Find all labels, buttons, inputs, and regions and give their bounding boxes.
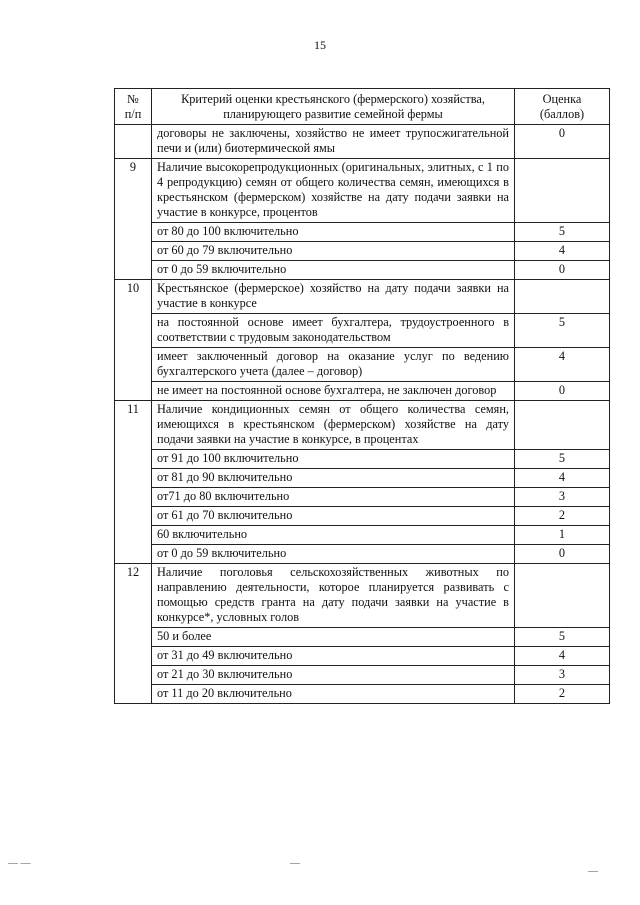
score-value: 5 [515, 450, 610, 469]
criterion-text: договоры не заключены, хозяйство не имеет трупосжигательной печи и (или) биотермической ямы [152, 125, 515, 159]
table-row [115, 666, 610, 685]
table-row [115, 348, 610, 382]
score-value: 3 [515, 488, 610, 507]
table-row [115, 401, 610, 450]
header-num: № п/п [115, 89, 152, 125]
criterion-text: Крестьянское (фермерское) хозяйство на дату подачи заявки на участие в конкурсе [152, 280, 515, 314]
table-row [115, 564, 610, 628]
criterion-text: 50 и более [152, 628, 515, 647]
table-row [115, 261, 610, 280]
score-value: 0 [515, 261, 610, 280]
score-value: 2 [515, 685, 610, 704]
table-row [115, 507, 610, 526]
criterion-text: от 21 до 30 включительно [152, 666, 515, 685]
score-value: 4 [515, 348, 610, 382]
score-value: 0 [515, 125, 610, 159]
score-value: 0 [515, 545, 610, 564]
table-body [115, 125, 610, 704]
table-row [115, 280, 610, 314]
score-value: 2 [515, 507, 610, 526]
criterion-text: от 11 до 20 включительно [152, 685, 515, 704]
criterion-text: на постоянной основе имеет бухгалтера, трудоустроенного в соответствии с трудовым законодательством [152, 314, 515, 348]
table-row [115, 685, 610, 704]
score-value [515, 401, 610, 450]
criterion-text: от71 до 80 включительно [152, 488, 515, 507]
criterion-text: не имеет на постоянной основе бухгалтера, не заключен договор [152, 382, 515, 401]
score-value: 1 [515, 526, 610, 545]
row-number [115, 125, 152, 159]
row-number: 12 [115, 564, 152, 704]
score-value: 3 [515, 666, 610, 685]
criterion-text: от 80 до 100 включительно [152, 223, 515, 242]
score-value: 0 [515, 382, 610, 401]
table-row [115, 526, 610, 545]
criterion-text: от 60 до 79 включительно [152, 242, 515, 261]
table-row [115, 125, 610, 159]
score-value [515, 159, 610, 223]
criterion-text: имеет заключенный договор на оказание услуг по ведению бухгалтерского учета (далее – договор) [152, 348, 515, 382]
score-value: 5 [515, 314, 610, 348]
score-value: 5 [515, 628, 610, 647]
table-row [115, 314, 610, 348]
row-number: 11 [115, 401, 152, 564]
table-row [115, 382, 610, 401]
table-row [115, 545, 610, 564]
table-row [115, 242, 610, 261]
criterion-text: от 81 до 90 включительно [152, 469, 515, 488]
criterion-text: от 61 до 70 включительно [152, 507, 515, 526]
criterion-text: Наличие поголовья сельскохозяйственных животных по направлению деятельности, которое планируется развивать с помощью средств гранта на дату подачи заявки на участие в конкурсе*, условных голов [152, 564, 515, 628]
table-row [115, 647, 610, 666]
page-number: 15 [314, 38, 326, 52]
score-value [515, 564, 610, 628]
score-value: 5 [515, 223, 610, 242]
table-row [115, 223, 610, 242]
table-row [115, 159, 610, 223]
row-number: 9 [115, 159, 152, 280]
table-row [115, 450, 610, 469]
score-value: 4 [515, 647, 610, 666]
criterion-text: Наличие высокорепродукционных (оригинальных, элитных, с 1 по 4 репродукцию) семян от общего количества семян, имеющихся в крестьянском (фермерском) хозяйстве на дату подачи заявки на участие в конкурсе, процентов [152, 159, 515, 223]
row-number: 10 [115, 280, 152, 401]
criterion-text: от 91 до 100 включительно [152, 450, 515, 469]
table-row [115, 488, 610, 507]
criterion-text: 60 включительно [152, 526, 515, 545]
scan-mark: — [290, 858, 300, 869]
criteria-table [114, 88, 610, 704]
header-criterion: Критерий оценки крестьянского (фермерского) хозяйства, планирующего развитие семейной фермы [152, 89, 515, 125]
table-row [115, 628, 610, 647]
criterion-text: от 31 до 49 включительно [152, 647, 515, 666]
scan-mark: — — [8, 858, 31, 869]
score-value: 4 [515, 469, 610, 488]
scan-mark: — [588, 866, 598, 877]
criterion-text: Наличие кондиционных семян от общего количества семян, имеющихся в крестьянском (фермерском) хозяйстве на дату подачи заявки на участие в конкурсе, в процентах [152, 401, 515, 450]
table-row [115, 469, 610, 488]
table-header-row [115, 89, 610, 125]
criterion-text: от 0 до 59 включительно [152, 545, 515, 564]
score-value: 4 [515, 242, 610, 261]
score-value [515, 280, 610, 314]
criterion-text: от 0 до 59 включительно [152, 261, 515, 280]
header-score: Оценка (баллов) [515, 89, 610, 125]
